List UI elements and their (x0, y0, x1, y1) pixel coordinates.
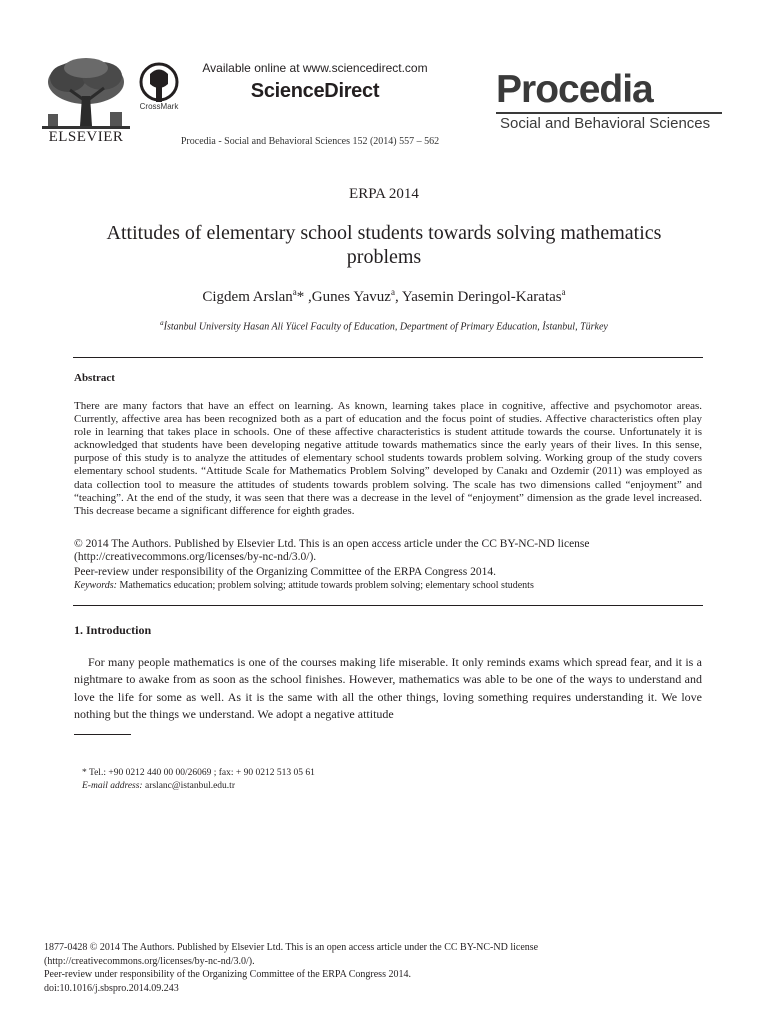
footer-license-link[interactable]: (http://creativecommons.org/licenses/by-nc-nd/3.0/). (44, 955, 255, 967)
author-name: Gunes Yavuz (311, 289, 391, 305)
paper-title: Attitudes of elementary school students towards solving mathematics problems (106, 222, 662, 268)
abstract-body: There are many factors that have an effect on learning. As known, learning takes place in cognitive, affective and psychomotor areas. Currently, affective area has been recognized both as a part of education and the focus point of studies. Affective characteristics often play role in learning that takes place in schools. One of these affective characteristics is student attitude towards the course. Unfortunately it is acknowledged that students have been developing negative attitude towards mathematics since the early years of their lives. In this sense, purpose of this study is to analyze the attitudes of elementary school students towards problem solving. Working group of the study covers elementary school students. “Attitude Scale for Mathematics Problem Solving” developed by Canakı and Ozdemir (2011) was employed as data collection tool to measure the attitudes of students towards problem solving. The scale has two dimensions called “enjoyment” and “teaching”. At the end of the study, it was seen that there was a decrease in the level of “enjoyment” dimension as the grade level increased. This decrease became a significant difference for eighth grades. (74, 400, 702, 517)
publisher-name: ELSEVIER (48, 129, 124, 145)
affiliation-text: İstanbul University Hasan Ali Yücel Faculty of Education, Department of Primary Education, İstanbul, Türkey (163, 321, 608, 333)
section-heading: 1. Introduction (74, 623, 152, 637)
footer-peer-review: Peer-review under responsibility of the Organizing Committee of the ERPA Congress 2014. (44, 969, 411, 980)
crossmark-label: CrossMark (139, 102, 179, 111)
abstract-heading: Abstract (74, 372, 115, 384)
footer-issn-license: 1877-0428 © 2014 The Authors. Published by Elsevier Ltd. This is an open access article under the CC BY-NC-ND license (44, 942, 539, 953)
email-address[interactable]: arslanc@istanbul.edu.tr (144, 781, 235, 791)
section-body: For many people mathematics is one of the courses making life miserable. It only reminds exams which spread fear, and it is a nightmare to awake from as soon as the school finishes. However, mathematics was able to be one of the ways to understand and love the life for some as well. As it is the same with all the other things, loving something requires understanding it. We love nothing but the things we understand. We adopt a negative attitude (74, 655, 702, 722)
keywords-list: Mathematics education; problem solving; attitude towards problem solving; elementary school students (119, 580, 534, 591)
author-affiliation-mark: a (561, 287, 566, 297)
author-affiliation-mark: a (390, 287, 395, 297)
email-label: E-mail address: (82, 781, 143, 791)
footnote-email (82, 781, 235, 791)
keywords (74, 580, 702, 591)
author-name: Yasemin Deringol-Karatas (401, 289, 562, 305)
procedia-wordmark: Procedia (496, 68, 653, 111)
author-list: Cigdem Arslan$^a$* ,Gunes Yavuz$^a$, Yasemin Deringol-Karatas$^a$ (202, 287, 566, 305)
affiliation-mark: a (160, 319, 164, 327)
procedia-subtitle: Social and Behavioral Sciences (500, 115, 711, 132)
footnote-rule (74, 734, 131, 735)
author-name: Cigdem Arslan (202, 289, 293, 305)
footer-doi[interactable]: doi:10.1016/j.sbspro.2014.09.243 (44, 982, 179, 994)
footnote-phone: * Tel.: +90 0212 440 00 00/26069 ; fax: + 90 0212 513 05 61 (82, 768, 315, 778)
sciencedirect-wordmark[interactable]: ScienceDirect (250, 80, 380, 102)
abstract-top-rule (73, 357, 703, 358)
author-affiliation-mark: a (292, 287, 297, 297)
abstract-bottom-rule (73, 605, 703, 606)
corresponding-author-mark: * (296, 289, 305, 305)
keywords-label: Keywords: (74, 580, 117, 591)
abstract-peer-review: Peer-review under responsibility of the Organizing Committee of the ERPA Congress 2014. (74, 566, 497, 578)
available-online-text: Available online at www.sciencedirect.com (202, 61, 428, 75)
page-footer (44, 941, 724, 995)
affiliation (0, 319, 768, 332)
conference-name: ERPA 2014 (349, 186, 419, 202)
journal-reference: Procedia - Social and Behavioral Sciences 152 (2014) 557 – 562 (180, 136, 440, 147)
abstract-copyright: © 2014 The Authors. Published by Elsevier Ltd. This is an open access article under the CC BY-NC-ND license (http://creativecommons.org/licenses/by-nc-nd/3.0/). (74, 538, 590, 564)
procedia-divider (496, 112, 722, 114)
